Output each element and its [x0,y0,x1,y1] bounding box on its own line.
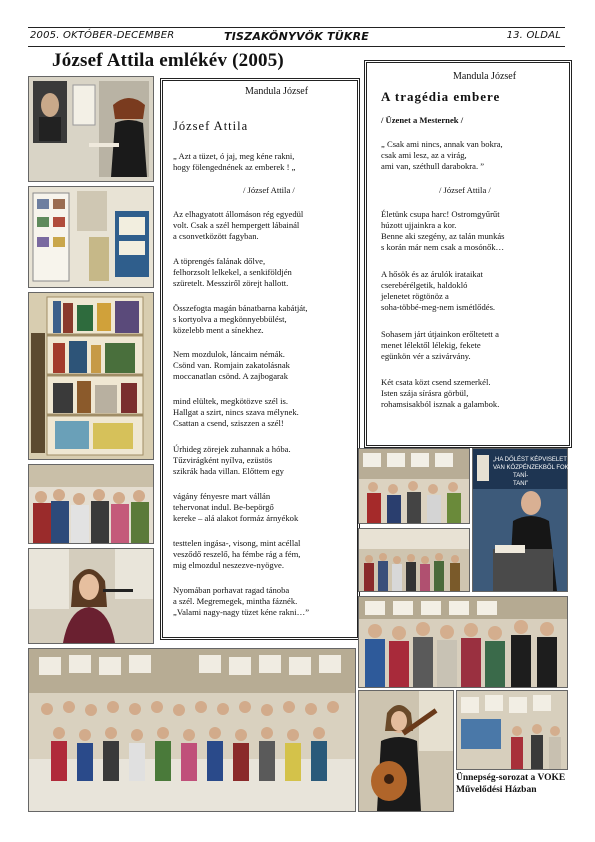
photo-large-group [28,648,356,812]
poem1-author: Mandula József [245,86,309,97]
svg-text:TANÍ-: TANÍ- [513,473,529,479]
svg-text:TANI”: TANI” [513,481,529,487]
poem2-stanza: Sohasem járt útjainkon erőltetett a menet lélektől lélekig, fekete egünkön vér a szivárvány. [381,329,499,361]
poem2-motto-source: / József Attila / [439,185,491,195]
poem1-stanza: testtelen ingása-, visong, mint acéllal vesződő reszelő, ha fémbe rág a fém, mig elmozdul neszezve-nyögve. [173,538,301,570]
poem1-stanza: Nem mozdulok, láncaim némák. Csönd van. Romjain zakatolásnak moccanatlan csönd. A zajbogarak [173,349,290,381]
svg-text:VAN KÖZPÉNZEKBŐL FOKON: VAN KÖZPÉNZEKBŐL FOKON [493,465,578,471]
poem-box-tragedia [364,60,572,448]
header-publication: TISZAKÖNYVÖK TÜKRE [224,30,369,43]
photo-exhibition-audience [358,448,470,524]
poem2-stanza: A hősök és az árulók irataikat cserebérélgetik, haldokló jelenetet rögtönöz a soha-többé-meg-nem ismétlődés. [381,269,496,312]
poem1-stanza: Úrhideg zörejek zuhannak a hóba. Tűzvirágként nyílva, ezüstös szikrák hada villan. Előttem egy [173,444,291,476]
poem2-motto: „ Csak ami nincs, annak van bokra, csak ami lesz, az a virág, ami van, széthull darabokra. ” [381,139,503,171]
photo-guitarist [358,690,454,812]
header-date: 2005. OKTÓBER-DECEMBER [30,30,175,41]
photo-exhibition-visitors [456,690,568,770]
poem2-author: Mandula József [453,71,517,82]
poem2-stanza: Két csata közt csend szemerkél. Isten szája sírásra görbül, rohamsisakból isznak a galambok. [381,377,500,409]
photo-portrait-exhibition [28,76,154,182]
photo-man-at-lectern [472,448,591,592]
header-page-number: 13. OLDAL [506,30,561,41]
poem1-stanza: vágány fényesre mart vállán tehervonat indul. Be-bepörgő kereke – alá alakot formáz árnyékok [173,491,299,523]
poem1-motto-source: / József Attila / [243,185,295,195]
banner-text: „HA DŐLÉST KÉPVISELET FOGON [493,457,591,463]
poem1-motto: „ Azt a tüzet, ó jaj, meg kéne rakni, hogy fölengednének az emberek ! „ [173,151,296,172]
poem1-stanza: A töprengés falának dőlve, felhorzsolt lelkekel, a senkiföldjén szüretelt. Messziről zörejt hallott. [173,256,292,288]
page-title: József Attila emlékév (2005) [52,50,284,71]
photo-caption: Ünnepség-sorozat a VOKE Művelődési Házban [456,773,566,795]
photo-bookshelf [28,292,154,460]
poem-box-jozsef-attila [160,78,360,640]
photo-audience-hall [358,528,470,592]
poem1-stanza: Összefogta magán bánatbarna kabátját, s kortyolva a megkönnyebbülést, közelebb ment a sínekhez. [173,303,308,335]
poem1-title: József Attila [173,119,249,133]
photo-children-group [28,464,154,544]
poem1-stanza: Az elhagyatott állomáson rég egyedül volt. Csak a szél hempergett lábainál a csonvetközött fagyban. [173,209,304,241]
poem2-title: A tragédia embere [381,89,501,104]
photo-crowd-students [358,596,568,688]
poem2-stanza: Életünk csupa harc! Ostromgyűrűt húzott ujjainkra a kor. Benne aki szegény, az talán munkás s korán már nem csak a mosónők… [381,209,505,252]
poem1-stanza: Nyomában porhavat ragad tánoba a szél. Megremegek, mintha fáznék. „Valami nagy-nagy tüzet kéne rakni…” [173,585,310,617]
page-header [28,27,565,47]
photo-exhibition-boards [28,186,154,288]
photo-woman-speaker [28,548,154,644]
poem1-stanza: mind elültek, megkötözve szél is. Hallgat a szirt, nincs szava mélynek. Csattan a csend, sziszzen a szél! [173,396,299,428]
poem2-subtitle: / Üzenet a Mesternek / [381,115,464,125]
